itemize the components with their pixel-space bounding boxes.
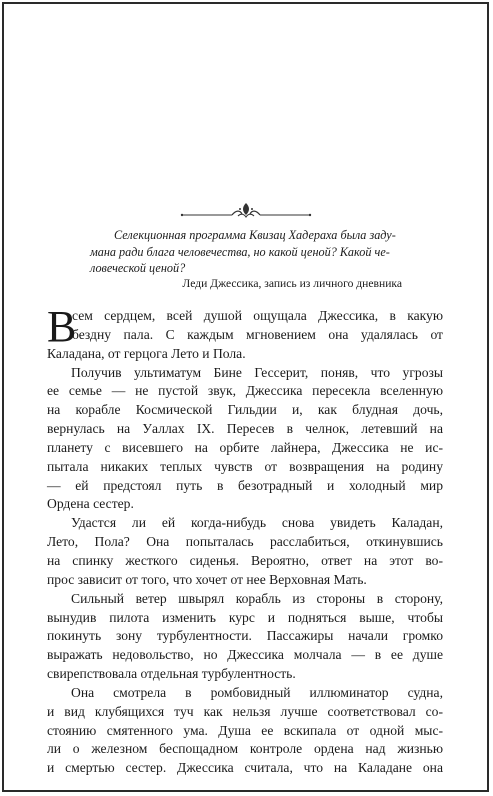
text-line: Она смотрела в ромбовидный иллюминатор судна, [71,684,443,700]
text-line: и вид клубящихся туч как нельзя лучше соответствовал со- [47,703,443,719]
text-line: вынудив пилота изменить курс и подняться выше, чтобы [47,609,443,625]
text-line: и смертью сестер. Джессика считала, что на Каладане она [47,760,443,776]
text-line: планету с висевшего на орбите лайнера, Джессика не ис- [47,439,443,455]
text-line: Ордена сестер. [47,496,134,512]
text-line: бездну пала. С каждым мгновением она удалялась от [72,326,443,342]
text-line: Каладана, от герцога Лето и Пола. [47,345,246,361]
epigraph-attribution: Леди Джессика, запись из личного дневника [182,277,402,290]
text-line: свирепствовала отдельная турбулентность. [47,666,296,682]
text-line: ее семье — не пустой звук, Джессика пересекла вселенную [47,383,443,399]
chapter-body [47,302,443,778]
text-line: вернулась на Уаллах IX. Пересев в челнок, летевший на [47,421,443,437]
text-line: стоянию смятенного ума. Душа ее вскипала от одной мыс- [47,722,443,738]
text-line: Получив ультиматум Бине Гессерит, поняв, что угрозы [71,364,443,380]
drop-cap: В [47,302,77,351]
ornament-divider-icon [180,200,312,222]
epigraph [90,227,402,277]
text-line: на спинку жесткого сиденья. Вероятно, ответ на этот во- [47,552,443,568]
text-line: Удастся ли ей когда-нибудь снова увидеть Каладан, [71,515,443,531]
epigraph-line: ловеческой ценой? [90,261,186,275]
text-line: — ей предстоял путь в безотрадный и холодный мир [47,477,443,493]
text-line: прос зависит от того, что хочет от нее Верховная Мать. [47,571,367,587]
text-line: покинуть зону турбулентности. Пассажиры начали громко [47,628,443,644]
text-line: пытала никаких теплых чувств от возвращения на родину [47,458,443,474]
epigraph-line: мана ради блага человечества, но какой ценой? Какой че- [90,244,390,259]
epigraph-line: Селекционная программа Квизац Хадераха была заду- [114,228,396,242]
text-line: ли о железном беспощадном контроле ордена над жизнью [47,741,443,757]
text-line: на корабле Космической Гильдии и, как блудная дочь, [47,402,443,418]
text-line: Сильный ветер швырял корабль из стороны в сторону, [71,590,443,606]
text-line: Лето, Пола? Она попыталась расслабиться, откинувшись [47,534,443,550]
text-line: сем сердцем, всей душой ощущала Джессика, в какую [72,308,443,323]
text-line: выражать недовольство, но Джессика молчала — в ее душе [47,647,443,663]
